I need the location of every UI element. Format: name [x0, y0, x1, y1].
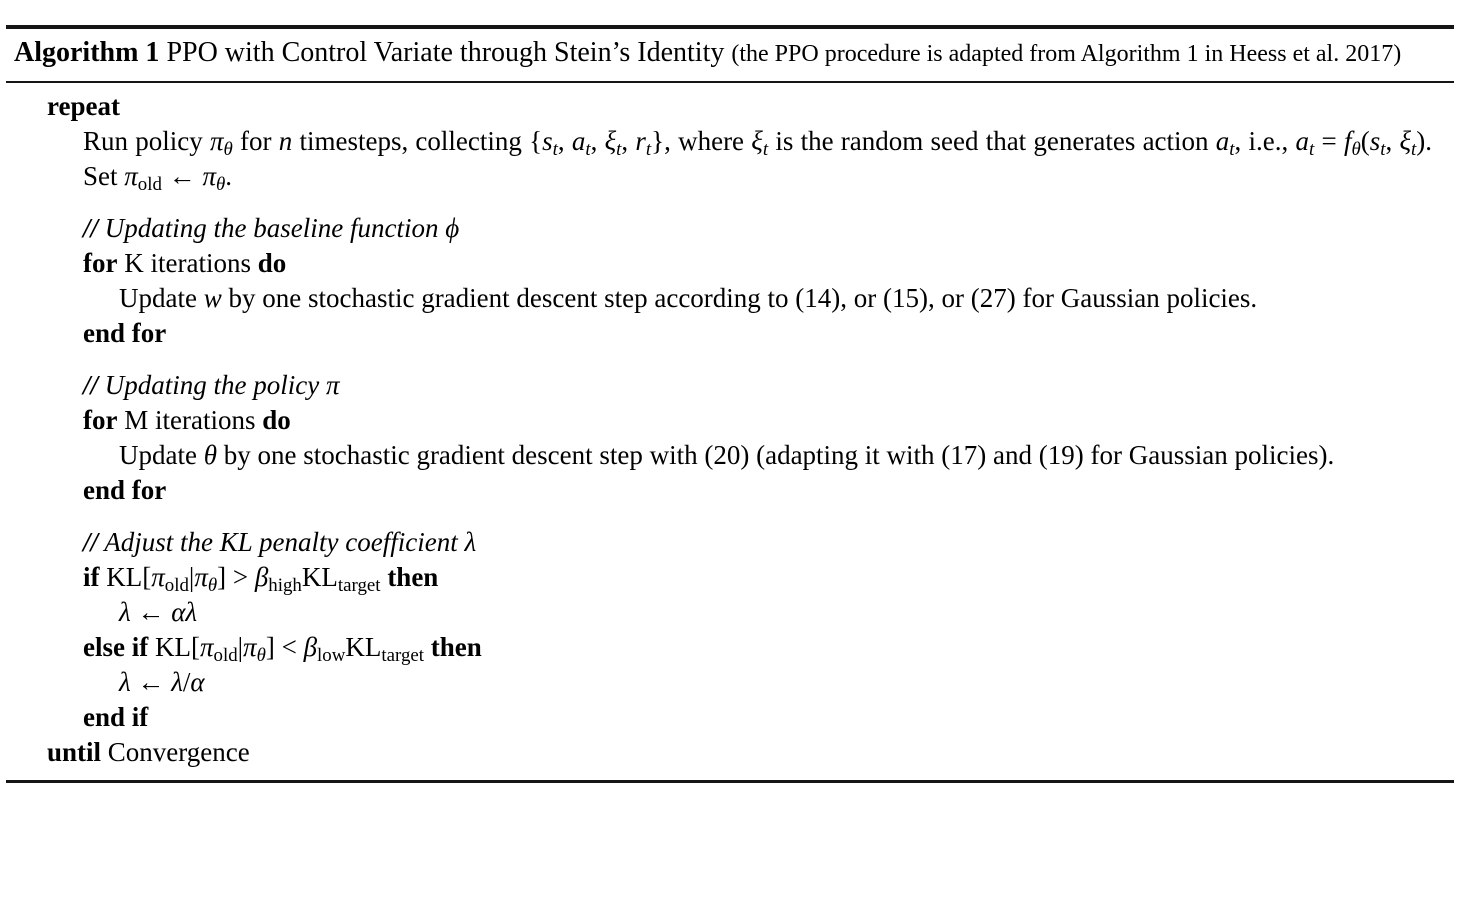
- algo-line-end-for-policy: end for: [83, 475, 167, 505]
- algo-line-for-k: for K iterations do: [83, 248, 287, 278]
- algo-line-end-if: end if: [83, 702, 149, 732]
- algo-line-lambda-divide: λ ← λ/α: [119, 667, 205, 697]
- algo-comment-policy-update: // Updating the policy π: [83, 370, 340, 400]
- algo-line-for-m: for M iterations do: [83, 405, 291, 435]
- bottom-rule: [6, 780, 1454, 783]
- algo-line-update-w: Update w by one stochastic gradient descent step according to (14), or (15), or (27) for Gaussian policies.: [119, 283, 1258, 313]
- algorithm-title: PPO with Control Variate through Stein’s Identity: [159, 37, 732, 68]
- algo-line-update-theta: Update θ by one stochastic gradient descent step with (20) (adapting it with (17) and (19) for Gaussian policies).: [119, 440, 1335, 470]
- algorithm-label: Algorithm 1: [14, 37, 160, 68]
- algo-comment-kl-penalty: // Adjust the KL penalty coefficient λ: [83, 527, 477, 557]
- algo-line-lambda-multiply: λ ← αλ: [119, 597, 198, 627]
- algorithm-caption: [6, 29, 1454, 81]
- algo-line-run-policy: Run policy $\pi_\theta$ for n timesteps, collecting {$s_t$, $a_t$, $\xi_t$, $r_t$}, where $\xi_t$ is the random seed that generates action $a_t$, i.e., $a_t = f_\theta(s_t$, $\xi_t$). Set $\pi_{old}$ ← $\pi_\theta$.: [83, 126, 1433, 196]
- algorithm-subtitle: (the PPO procedure is adapted from Algorithm 1 in Heess et al. 2017): [731, 41, 1402, 67]
- algo-line-if-kl-high: if $KL[\pi_{old}|\pi_\theta] > \beta_{high}KL_{target}$ then: [83, 562, 439, 597]
- algo-line-until-convergence: until Convergence: [47, 737, 250, 767]
- algorithm-body: [6, 83, 1454, 780]
- algo-comment-baseline-update: // Updating the baseline function ϕ: [83, 213, 460, 243]
- algo-line-repeat: repeat: [47, 91, 120, 121]
- algo-line-else-if-kl-low: else if $KL[\pi_{old}|\pi_\theta] < \beta_{low}KL_{target}$ then: [83, 632, 482, 667]
- algo-line-end-for-baseline: end for: [83, 318, 167, 348]
